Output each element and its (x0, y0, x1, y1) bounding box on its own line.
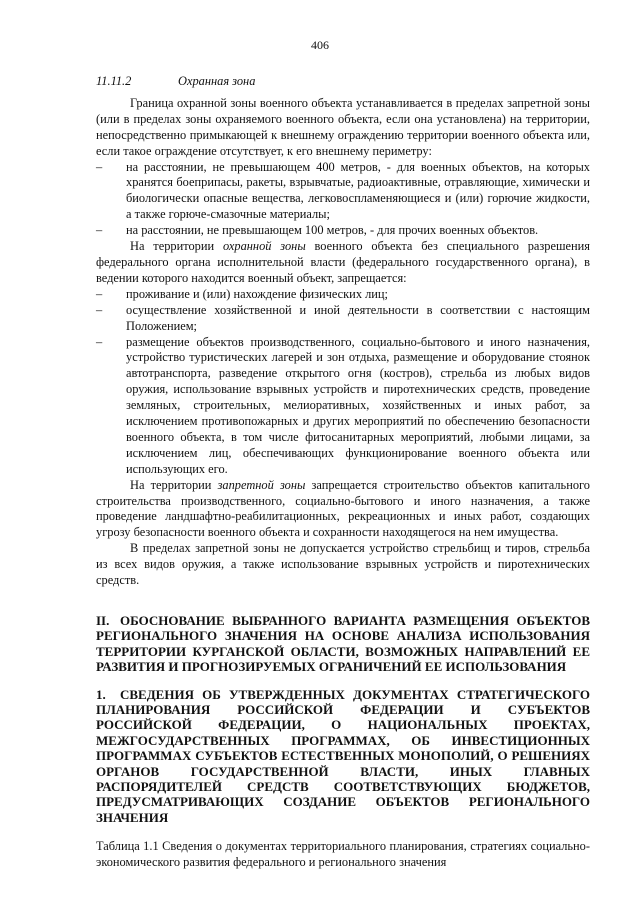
section-heading (96, 74, 590, 90)
list-item (96, 287, 590, 303)
list-item (96, 303, 590, 335)
paragraph-zone-boundary: Граница охранной зоны военного объекта устанавливается в пределах запретной зоны (или в пределах зоны охраняемого военного объекта, если она установлена) на территории, непосредственно примыкающей к внешнему ограждению территории военного объекта или, если такое ограждение отсутствует, к его внешнему периметру: (96, 95, 590, 158)
bullet-dash: – (96, 286, 103, 301)
emphasis: охранной зоны (222, 239, 306, 254)
paragraph-restricted-zone (96, 478, 590, 542)
chapter-number: II. (96, 613, 110, 628)
list-item (96, 335, 590, 478)
list-item (96, 160, 590, 224)
emphasis: запретной зоны (217, 477, 306, 492)
list-item-text: на расстоянии, не превышающем 100 метров, - для прочих военных объектов. (126, 223, 539, 238)
subchapter-heading (96, 687, 590, 826)
subchapter-title: СВЕДЕНИЯ ОБ УТВЕРЖДЕННЫХ ДОКУМЕНТАХ СТРАТЕГИЧЕСКОГО ПЛАНИРОВАНИЯ РОССИЙСКОЙ ФЕДЕРАЦИИ И СУБЪЕКТОВ РОССИЙСКОЙ ФЕДЕРАЦИИ, О НАЦИОНАЛЬНЫХ ПРОЕКТАХ, МЕЖГОСУДАРСТВЕННЫХ ПРОГРАММАХ, ОБ ИНВЕСТИЦИОННЫХ ПРОГРАММАХ СУБЪЕКТОВ ЕСТЕСТВЕННЫХ МОНОПОЛИЙ, О РЕШЕНИЯХ ОРГАНОВ ГОСУДАРСТВЕННОЙ ВЛАСТИ, ИНЫХ ГЛАВНЫХ РАСПОРЯДИТЕЛЕЙ СРЕДСТВ СООТВЕТСТВУЮЩИХ БЮДЖЕТОВ, ПРЕДУСМАТРИВАЮЩИХ СОЗДАНИЕ ОБЪЕКТОВ РЕГИОНАЛЬНОГО ЗНАЧЕНИЯ (96, 686, 590, 825)
text-run: На территории (130, 239, 223, 254)
bullet-dash: – (96, 302, 103, 317)
bullet-dash: – (96, 159, 103, 174)
chapter-title: ОБОСНОВАНИЕ ВЫБРАННОГО ВАРИАНТА РАЗМЕЩЕНИЯ ОБЪЕКТОВ РЕГИОНАЛЬНОГО ЗНАЧЕНИЯ НА ОСНОВЕ АНАЛИЗА ИСПОЛЬЗОВАНИЯ ТЕРРИТОРИИ КУРГАНСКОЙ ОБЛАСТИ, ВОЗМОЖНЫХ НАПРАВЛЕНИЙ ЕЕ РАЗВИТИЯ И ПРОГНОЗИРУЕМЫХ ОГРАНИЧЕНИЙ ЕЕ ИСПОЛЬЗОВАНИЯ (96, 613, 590, 675)
paragraph-shooting-ranges: В пределах запретной зоны не допускается устройство стрельбищ и тиров, стрельба из всех видов оружия, а также использование взрывных устройств и пиротехнических средств. (96, 541, 590, 588)
list-item (96, 223, 590, 239)
section-title: Охранная зона (178, 74, 256, 88)
list-item-text: на расстоянии, не превышающем 400 метров, - для военных объектов, на которых хранятся боеприпасы, ракеты, взрывчатые, радиоактивные, отравляющие, химически и биологически опасные вещества, легковоспламеняющиеся и (или) горючие жидкости, а также горюче-смазочные материалы; (126, 159, 590, 222)
subchapter-number: 1. (96, 686, 106, 702)
list-item-text: проживание и (или) нахождение физических лиц; (126, 286, 388, 301)
paragraph-protection-zone-prohibitions (96, 239, 590, 287)
text-run: На территории (130, 477, 218, 492)
chapter-heading (96, 613, 590, 675)
table-caption: Таблица 1.1 Сведения о документах территориального планирования, стратегиях социально-экономического развития федерального и регионального значения (96, 839, 590, 870)
text-run: военного объекта без специального разрешения федерального органа исполнительной власти (федерального государственного органа), в ведении которого находится военный объект, запрещается: (96, 239, 591, 285)
page-content (96, 74, 590, 871)
text-run: запрещается строительство объектов капитального строительства производственного, социально-бытового и иного назначения, а также проведение ландшафтно-реабилитационных, рекреационных и иных работ, создающих угрозу безопасности военного объекта и сохранности находящегося на нем имущества. (96, 477, 591, 540)
list-item-text: размещение объектов производственного, социально-бытового и иного назначения, устройство туристических лагерей и зон отдыха, размещение и оборудование стоянок автотранспорта, разведение открытого огня (костров), стрельба из любых видов оружия, использование взрывных устройств и пиротехнических средств, проведение земляных, строительных, мелиоративных, хозяйственных и иных работ, за исключением противопожарных и других мероприятий по обеспечению безопасности военного объекта, в том числе фитосанитарных мероприятий, любыми лицами, за исключением лиц, обеспечивающих функционирование военного объекта или использующих его. (126, 334, 590, 476)
bullet-dash: – (96, 334, 103, 349)
list-item-text: осуществление хозяйственной и иной деятельности в соответствии с настоящим Положением; (126, 302, 590, 333)
bullet-dash: – (96, 223, 103, 238)
section-number: 11.11.2 (96, 74, 132, 88)
page-number: 406 (311, 38, 329, 52)
